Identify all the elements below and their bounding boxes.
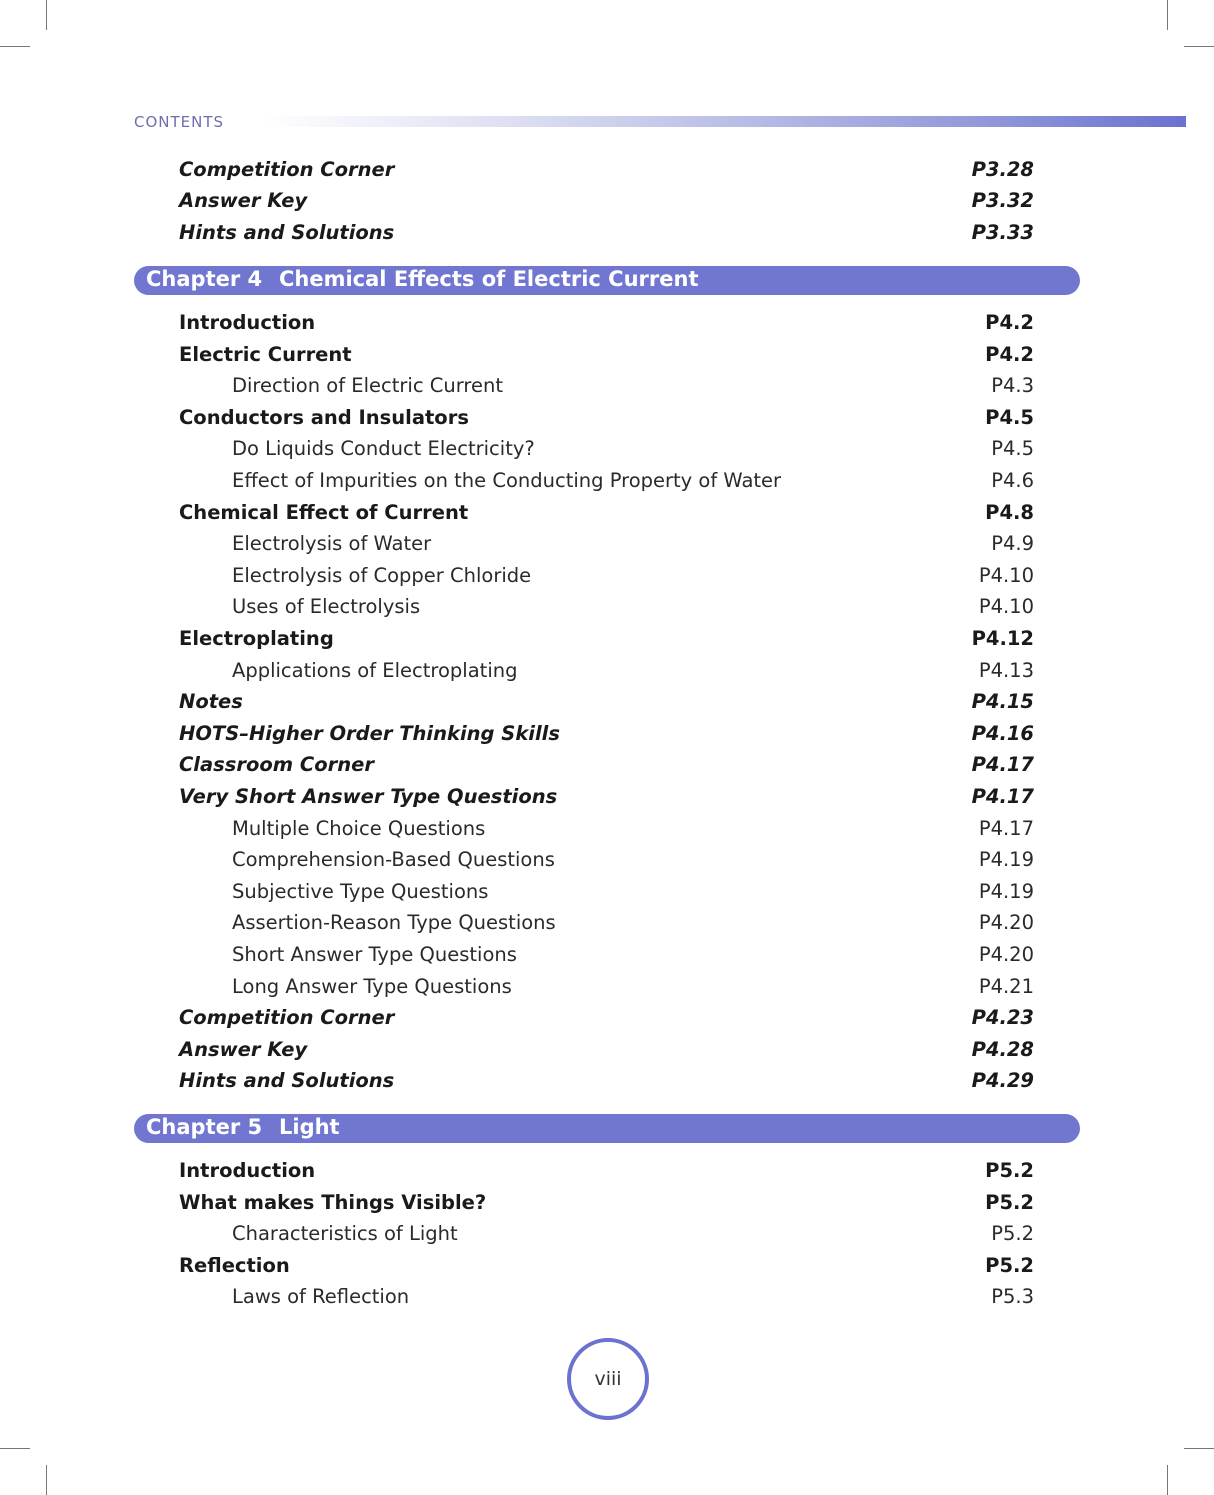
toc-entry[interactable]: [0, 311, 1214, 341]
toc-entry-page: P4.10: [978, 595, 1034, 618]
chapter-title: Chemical Effects of Electric Current: [279, 267, 699, 291]
toc-entry-page: P5.2: [991, 1222, 1034, 1245]
toc-entry-label: Hints and Solutions: [179, 1069, 395, 1092]
toc-entry-page: P4.29: [971, 1069, 1034, 1092]
chapter-heading[interactable]: [134, 266, 1080, 295]
toc-entry[interactable]: [0, 406, 1214, 436]
toc-entry-label: Do Liquids Conduct Electricity?: [232, 437, 535, 460]
toc-subentry[interactable]: [0, 817, 1214, 847]
toc-entry-page: P4.19: [978, 848, 1034, 871]
toc-entry-label: What makes Things Visible?: [179, 1191, 487, 1214]
toc-entry-label: Short Answer Type Questions: [232, 943, 517, 966]
toc-subentry[interactable]: [0, 975, 1214, 1005]
toc-subentry[interactable]: [0, 943, 1214, 973]
toc-entry-page: P5.3: [991, 1285, 1034, 1308]
toc-entry-page: P4.10: [978, 564, 1034, 587]
toc-subentry[interactable]: [0, 1222, 1214, 1252]
toc-entry-label: Classroom Corner: [179, 753, 374, 776]
toc-entry-label: Chemical Effect of Current: [179, 501, 469, 524]
toc-entry[interactable]: [0, 627, 1214, 657]
toc-entry-page: P3.32: [971, 189, 1034, 212]
toc-entry-page: P4.20: [978, 943, 1034, 966]
toc-entry-page: P5.2: [985, 1159, 1034, 1182]
toc-entry-page: P4.17: [971, 785, 1034, 808]
chapter-title: Light: [279, 1115, 340, 1139]
toc-entry[interactable]: [0, 1191, 1214, 1221]
toc-entry-page: P4.19: [978, 880, 1034, 903]
toc-entry-label: Applications of Electroplating: [232, 659, 518, 682]
toc-entry-label: Hints and Solutions: [179, 221, 395, 244]
toc-subentry[interactable]: [0, 469, 1214, 499]
toc-entry-label: Multiple Choice Questions: [232, 817, 486, 840]
toc-entry[interactable]: [0, 1159, 1214, 1189]
chapter-number: Chapter 4: [146, 267, 263, 291]
toc-entry-label: Competition Corner: [179, 158, 395, 181]
toc-entry-label: Answer Key: [179, 1038, 308, 1061]
toc-entry-label: HOTS–Higher Order Thinking Skills: [179, 722, 560, 745]
chapter-number: Chapter 5: [146, 1115, 263, 1139]
toc-entry-page: P3.28: [971, 158, 1034, 181]
toc-entry-label: Competition Corner: [179, 1006, 395, 1029]
toc-entry-page: P4.12: [971, 627, 1034, 650]
toc-entry-label: Laws of Reflection: [232, 1285, 410, 1308]
toc-entry-page: P4.20: [978, 911, 1034, 934]
toc-entry-page: P4.17: [978, 817, 1034, 840]
running-header: CONTENTS: [134, 113, 225, 131]
toc-entry-page: P4.2: [985, 343, 1034, 366]
toc-entry-page: P4.3: [991, 374, 1034, 397]
toc-entry-label: Direction of Electric Current: [232, 374, 503, 397]
toc-subentry[interactable]: [0, 848, 1214, 878]
page-number: viii: [594, 1368, 622, 1390]
toc-entry-label: Uses of Electrolysis: [232, 595, 421, 618]
toc-entry-label: Notes: [179, 690, 243, 713]
toc-subentry[interactable]: [0, 532, 1214, 562]
crop-mark: [1184, 1448, 1214, 1449]
toc-subentry[interactable]: [0, 1285, 1214, 1315]
toc-entry-label: Electroplating: [179, 627, 334, 650]
toc-entry[interactable]: [0, 690, 1214, 720]
toc-entry[interactable]: [0, 785, 1214, 815]
toc-entry[interactable]: [0, 1069, 1214, 1099]
toc-entry-label: Introduction: [179, 1159, 316, 1182]
toc-entry-page: P4.28: [971, 1038, 1034, 1061]
toc-entry-page: P3.33: [971, 221, 1034, 244]
toc-entry-page: P4.21: [978, 975, 1034, 998]
header-gradient-bar: [262, 116, 1186, 127]
crop-mark: [0, 1448, 30, 1449]
page-number-badge: [567, 1338, 649, 1420]
toc-entry-page: P4.8: [985, 501, 1034, 524]
toc-entry-page: P4.17: [971, 753, 1034, 776]
toc-entry-page: P4.5: [985, 406, 1034, 429]
toc-entry[interactable]: [0, 221, 1214, 251]
toc-entry-label: Reflection: [179, 1254, 290, 1277]
toc-entry-label: Comprehension-Based Questions: [232, 848, 555, 871]
toc-entry-page: P4.2: [985, 311, 1034, 334]
toc-entry-label: Conductors and Insulators: [179, 406, 469, 429]
toc-entry-page: P4.23: [971, 1006, 1034, 1029]
toc-entry-label: Electric Current: [179, 343, 352, 366]
toc-entry-page: P5.2: [985, 1254, 1034, 1277]
toc-entry-label: Electrolysis of Water: [232, 532, 432, 555]
toc-subentry[interactable]: [0, 564, 1214, 594]
toc-subentry[interactable]: [0, 659, 1214, 689]
toc-entry[interactable]: [0, 158, 1214, 188]
chapter-heading[interactable]: [134, 1114, 1080, 1143]
toc-entry-label: Subjective Type Questions: [232, 880, 489, 903]
crop-mark: [1167, 0, 1168, 30]
crop-mark: [1167, 1465, 1168, 1495]
toc-entry-label: Electrolysis of Copper Chloride: [232, 564, 532, 587]
toc-entry-page: P4.16: [971, 722, 1034, 745]
toc-entry[interactable]: [0, 753, 1214, 783]
toc-entry-label: Answer Key: [179, 189, 308, 212]
crop-mark: [46, 0, 47, 30]
toc-subentry[interactable]: [0, 911, 1214, 941]
toc-subentry[interactable]: [0, 880, 1214, 910]
toc-entry[interactable]: [0, 189, 1214, 219]
toc-entry[interactable]: [0, 722, 1214, 752]
toc-entry-page: P4.9: [991, 532, 1034, 555]
toc-entry-page: P4.6: [991, 469, 1034, 492]
toc-entry-label: Long Answer Type Questions: [232, 975, 512, 998]
toc-entry-page: P4.15: [971, 690, 1034, 713]
crop-mark: [0, 46, 30, 47]
toc-entry-page: P4.5: [991, 437, 1034, 460]
toc-entry-label: Very Short Answer Type Questions: [179, 785, 558, 808]
toc-entry[interactable]: [0, 1038, 1214, 1068]
toc-subentry[interactable]: [0, 595, 1214, 625]
toc-entry[interactable]: [0, 501, 1214, 531]
toc-entry-label: Effect of Impurities on the Conducting Property of Water: [232, 469, 782, 492]
crop-mark: [46, 1465, 47, 1495]
toc-entry[interactable]: [0, 1006, 1214, 1036]
toc-entry[interactable]: [0, 1254, 1214, 1284]
toc-entry-page: P4.13: [978, 659, 1034, 682]
toc-entry-page: P5.2: [985, 1191, 1034, 1214]
toc-subentry[interactable]: [0, 437, 1214, 467]
toc-entry-label: Characteristics of Light: [232, 1222, 458, 1245]
toc-entry-label: Assertion-Reason Type Questions: [232, 911, 556, 934]
toc-entry-label: Introduction: [179, 311, 316, 334]
toc-subentry[interactable]: [0, 374, 1214, 404]
crop-mark: [1184, 46, 1214, 47]
toc-entry[interactable]: [0, 343, 1214, 373]
